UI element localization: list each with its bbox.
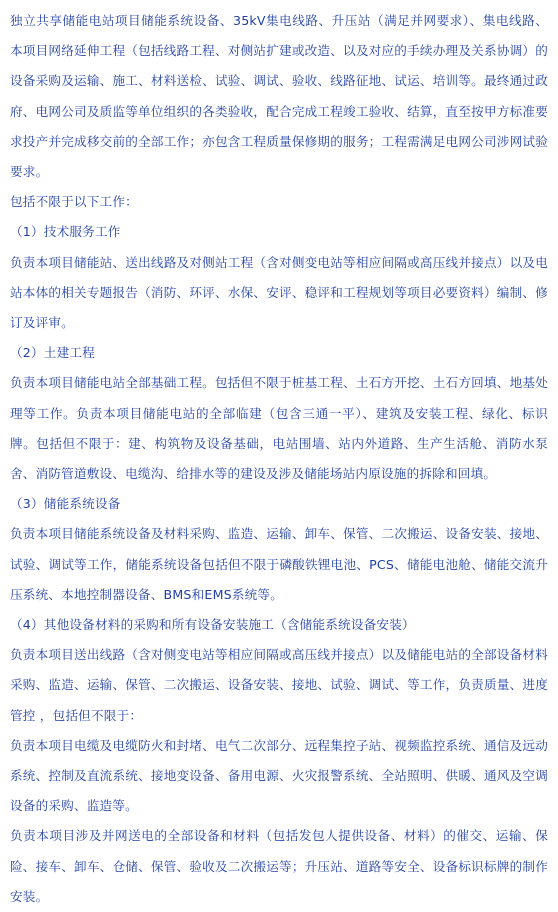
civil-works-paragraph: 负责本项目储能电站全部基础工程。包括但不限于桩基工程、土石方开挖、土石方回填、地基处理等工作。负责本项目储能电站的全部临建（包含三通一平）、建筑及安装工程、绿化、标识牌。包括但不限于：建、构筑物及设备基础，电站围墙、站内外道路、生产生活舱、消防水泵舍、消防管道敷设、电缆沟、给排水等的建设及涉及储能场站内原设施的拆除和回填。 — [10, 375, 548, 482]
section-heading-other-equipment: （4）其他设备材料的采购和所有设备安装施工（含储能系统设备安装） — [10, 617, 415, 633]
section-heading-technical-services: （1）技术服务工作 — [10, 224, 121, 240]
storage-equipment-paragraph: 负责本项目储能系统设备及材料采购、监造、运输、卸车、保管、二次搬运、设备安装、接地、试验、调试等工作，储能系统设备包括但不限于磷酸铁锂电池、PCS、储能电池舱、储能交流升压系统、本地控制器设备、BMS和EMS系统等。 — [10, 526, 548, 602]
scope-list-intro: 包括不限于以下工作： — [10, 194, 138, 210]
other-equipment-paragraph-1: 负责本项目送出线路（含对侧变电站等相应间隔或高压线并接点）以及储能电站的全部设备材料采购、监造、运输、保管、二次搬运、设备安装、接地、试验、调试、等工作，负责质量、进度管控 ，包括但不限于： — [10, 647, 548, 723]
other-equipment-paragraph-3: 负责本项目涉及并网送电的全部设备和材料（包括发包人提供设备、材料）的催交、运输、保险、接车、卸车、仓储、保管、验收及二次搬运等；升压站、道路等安全、设备标识标牌的制作安装。 — [10, 828, 548, 904]
section-heading-civil-works: （2）土建工程 — [10, 345, 95, 361]
scope-intro-paragraph: 独立共享储能电站项目储能系统设备、35kV集电线路、升压站（满足并网要求）、集电线路、本项目网络延伸工程（包括线路工程、对侧站扩建或改造、以及对应的手续办理及关系协调）的设备采购及运输、施工、材料送检、试验、调试、验收、线路征地、试运、培训等。最终通过政府、电网公司及质监等单位组织的各类验收，配合完成工程竣工验收、结算，直至按甲方标准要求投产并完成移交前的全部工作；亦包含工程质量保修期的服务；工程需满足电网公司涉网试验要求。 — [10, 13, 548, 180]
section-heading-storage-equipment: （3）储能系统设备 — [10, 496, 121, 512]
technical-services-paragraph: 负责本项目储能站、送出线路及对侧站工程（含对侧变电站等相应间隔或高压线并接点）以及电站本体的相关专题报告（消防、环评、水保、安评、稳评和工程规划等项目必要资料）编制、修订及评审。 — [10, 254, 548, 331]
other-equipment-paragraph-2: 负责本项目电缆及电缆防火和封堵、电气二次部分、远程集控子站、视频监控系统、通信及远动系统、控制及直流系统、接地变设备、备用电源、火灾报警系统、全站照明、供暖、通风及空调设备的采购、监造等。 — [10, 737, 548, 814]
